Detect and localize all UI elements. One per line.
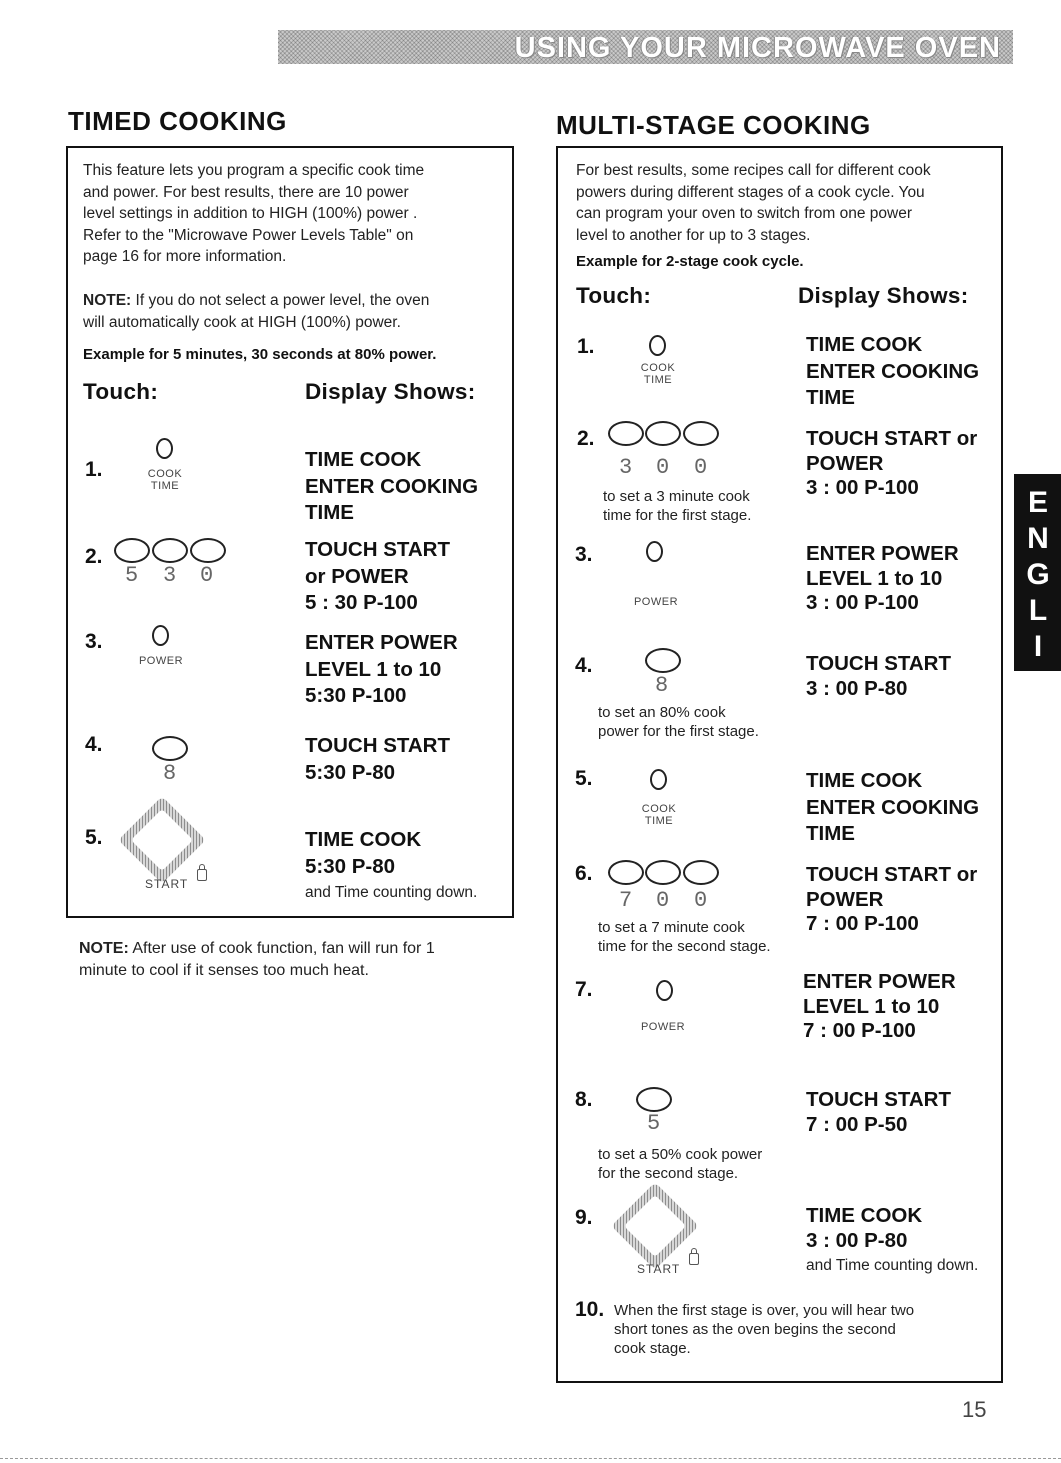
- note-label: NOTE:: [79, 940, 129, 957]
- display-line: ENTER POWER: [803, 970, 956, 993]
- number-key-0[interactable]: [645, 421, 681, 446]
- tab-letter: L: [1028, 594, 1048, 627]
- display-line: TOUCH START: [806, 1088, 952, 1111]
- display-line: ENTER COOKING: [806, 795, 980, 819]
- key-digit: 0: [694, 888, 708, 913]
- timed-intro: [83, 160, 424, 268]
- start-key-label: START: [637, 1262, 681, 1276]
- multi-stage-title: MULTI-STAGE COOKING: [556, 110, 871, 140]
- key-digit: 3: [163, 563, 177, 588]
- step-display: [305, 447, 478, 527]
- intro-line: page 16 for more information.: [83, 248, 287, 265]
- step-display: [305, 630, 458, 710]
- power-key[interactable]: [646, 541, 663, 562]
- key-digit: 5: [125, 563, 139, 588]
- header-banner: [278, 30, 1013, 64]
- step-number: 10.: [575, 1298, 605, 1321]
- step-extra: and Time counting down.: [806, 1257, 979, 1274]
- display-line: TIME COOK: [806, 769, 923, 792]
- step-display: [806, 1087, 951, 1137]
- display-line: 5:30 P-100: [305, 684, 407, 707]
- number-key-0[interactable]: [645, 860, 681, 885]
- number-key-8[interactable]: [152, 736, 188, 761]
- key-digit: 0: [694, 455, 708, 480]
- note-line: time for the second stage.: [598, 938, 771, 955]
- display-line: TOUCH START: [806, 652, 952, 675]
- number-key-0[interactable]: [683, 860, 719, 885]
- intro-line: level settings in addition to HIGH (100%) power .: [83, 205, 418, 222]
- timed-note: [83, 290, 429, 333]
- step-display: [806, 863, 977, 937]
- timed-display-header: Display Shows:: [305, 379, 476, 404]
- page-number: 15: [962, 1397, 987, 1422]
- intro-line: and power. For best results, there are 10 power: [83, 183, 409, 201]
- step-number: 3.: [85, 630, 103, 653]
- display-line: TIME COOK: [305, 828, 422, 851]
- step-number: 5.: [575, 767, 593, 790]
- step-note: [598, 918, 771, 956]
- step-number: 4.: [85, 733, 103, 756]
- step-number: 9.: [575, 1206, 593, 1229]
- intro-line: can program your oven to switch from one power: [576, 205, 912, 222]
- note-line: short tones as the oven begins the second: [614, 1321, 896, 1338]
- tab-letter: S: [1027, 666, 1048, 699]
- number-key-0[interactable]: [683, 421, 719, 446]
- number-key-8[interactable]: [645, 648, 681, 673]
- display-line: POWER: [806, 887, 884, 911]
- display-line: TIME COOK: [305, 448, 422, 471]
- key-digit: 0: [656, 455, 670, 480]
- key-digit: 3: [619, 455, 633, 480]
- power-key-label: POWER: [640, 1021, 686, 1033]
- key-digit: 8: [163, 761, 177, 786]
- power-key-label: POWER: [138, 655, 184, 667]
- display-line: 7 : 00 P-100: [803, 1019, 916, 1042]
- number-key-0[interactable]: [190, 538, 226, 563]
- intro-line: For best results, some recipes call for different cook: [576, 162, 931, 179]
- cook-time-key[interactable]: [649, 335, 666, 356]
- display-line: TIME COOK: [806, 333, 923, 356]
- timed-cooking-title: TIMED COOKING: [68, 106, 287, 136]
- key-digit: 8: [655, 673, 669, 698]
- step-number: 1.: [577, 335, 595, 358]
- key-digit: 0: [200, 563, 214, 588]
- lock-icon: [197, 869, 207, 881]
- step-note: [603, 487, 751, 525]
- display-line: ENTER POWER: [305, 631, 458, 654]
- step-note: [598, 703, 759, 741]
- note-line: to set a 3 minute cook: [603, 488, 750, 505]
- timed-example: Example for 5 minutes, 30 seconds at 80% power.: [83, 346, 437, 363]
- intro-line: powers during different stages of a cook cycle. You: [576, 183, 925, 201]
- note-line: to set a 7 minute cook: [598, 919, 745, 936]
- display-line: 7 : 00 P-50: [806, 1113, 908, 1136]
- step-display: [806, 1203, 922, 1253]
- fan-note: [79, 938, 435, 982]
- display-line: 3 : 00 P-100: [806, 476, 919, 499]
- step-display: [305, 537, 450, 617]
- display-line: LEVEL 1 to 10: [806, 566, 943, 590]
- step-display: [803, 970, 956, 1044]
- multi-touch-header: Touch:: [576, 283, 652, 308]
- display-line: 3 : 00 P-80: [806, 1229, 908, 1252]
- tab-letter: H: [1027, 702, 1049, 735]
- power-key-label: POWER: [633, 596, 679, 608]
- multi-example: Example for 2-stage cook cycle.: [576, 253, 804, 270]
- intro-line: Refer to the "Microwave Power Levels Table" on: [83, 226, 414, 244]
- power-key[interactable]: [152, 625, 169, 646]
- display-line: TOUCH START: [305, 734, 451, 757]
- display-line: 5:30 P-80: [305, 854, 396, 878]
- number-key-5[interactable]: [636, 1087, 672, 1112]
- note-line: If you do not select a power level, the oven: [131, 292, 430, 309]
- number-key-7[interactable]: [608, 860, 644, 885]
- tab-letter: G: [1026, 558, 1050, 591]
- note-line: time for the first stage.: [603, 507, 752, 524]
- step-number: 5.: [85, 826, 103, 849]
- bottom-rule: [0, 1458, 1061, 1459]
- power-key[interactable]: [656, 980, 673, 1001]
- note-line: to set a 50% cook power: [598, 1146, 763, 1163]
- note-line: After use of cook function, fan will run for 1: [128, 940, 435, 957]
- display-line: TOUCH START or: [806, 427, 978, 450]
- number-key-5[interactable]: [114, 538, 150, 563]
- display-line: LEVEL 1 to 10: [803, 994, 940, 1018]
- key-digit: 5: [647, 1111, 661, 1136]
- display-line: 5:30 P-80: [305, 760, 396, 784]
- language-tab-label: [1018, 485, 1058, 737]
- display-line: POWER: [806, 451, 884, 475]
- cook-time-key-label: COOK TIME: [641, 803, 677, 827]
- step-number: 7.: [575, 978, 593, 1001]
- display-line: TIME: [806, 386, 855, 409]
- note-label: NOTE:: [83, 292, 132, 309]
- step-display: [806, 332, 979, 412]
- step-note: [614, 1301, 914, 1358]
- key-digit: 0: [656, 888, 670, 913]
- display-line: 3 : 00 P-80: [806, 677, 908, 700]
- cook-time-key-label: COOK TIME: [147, 468, 183, 492]
- note-line: cook stage.: [614, 1340, 691, 1357]
- display-line: TIME: [806, 822, 855, 845]
- intro-line: This feature lets you program a specific cook time: [83, 162, 425, 179]
- step-display: [806, 542, 959, 616]
- display-line: LEVEL 1 to 10: [305, 657, 442, 681]
- step-number: 8.: [575, 1088, 593, 1111]
- note-line: to set an 80% cook: [598, 704, 726, 721]
- tab-letter: I: [1033, 630, 1043, 663]
- tab-letter: N: [1027, 522, 1049, 555]
- note-line: minute to cool if it senses too much heat.: [79, 962, 369, 979]
- cook-time-key[interactable]: [650, 769, 667, 790]
- step-display: [305, 827, 421, 880]
- start-key-label: START: [145, 877, 189, 891]
- intro-line: level to another for up to 3 stages.: [576, 226, 811, 244]
- display-line: 3 : 00 P-100: [806, 591, 919, 614]
- display-line: or POWER: [305, 564, 409, 588]
- step-number: 3.: [575, 543, 593, 566]
- note-line: will automatically cook at HIGH (100%) power.: [83, 313, 401, 331]
- display-line: ENTER POWER: [806, 542, 959, 565]
- lock-icon: [689, 1253, 699, 1265]
- note-line: for the second stage.: [598, 1165, 739, 1182]
- note-line: power for the first stage.: [598, 723, 759, 740]
- display-line: TIME: [305, 501, 354, 524]
- display-line: 7 : 00 P-100: [806, 912, 919, 935]
- multi-display-header: Display Shows:: [798, 283, 969, 308]
- display-line: ENTER COOKING: [806, 359, 980, 383]
- banner-title: USING YOUR MICROWAVE OVEN: [514, 32, 1001, 64]
- display-line: 5 : 30 P-100: [305, 591, 418, 614]
- display-line: TOUCH START or: [806, 863, 978, 886]
- step-number: 6.: [575, 862, 593, 885]
- display-line: TIME COOK: [806, 1204, 923, 1227]
- step-display: [806, 768, 979, 848]
- step-display: [806, 651, 951, 701]
- key-digit: 7: [619, 888, 633, 913]
- cook-time-key-label: COOK TIME: [640, 362, 676, 386]
- step-number: 1.: [85, 458, 103, 481]
- tab-letter: E: [1027, 486, 1048, 519]
- step-display: [806, 427, 977, 501]
- step-number: 2.: [85, 545, 103, 568]
- note-line: When the first stage is over, you will hear two: [614, 1302, 915, 1319]
- display-line: ENTER COOKING: [305, 474, 479, 498]
- step-number: 4.: [575, 654, 593, 677]
- number-key-3[interactable]: [152, 538, 188, 563]
- timed-touch-header: Touch:: [83, 379, 159, 404]
- step-extra: and Time counting down.: [305, 884, 478, 901]
- number-key-3[interactable]: [608, 421, 644, 446]
- step-display: [305, 733, 450, 786]
- step-number: 2.: [577, 427, 595, 450]
- cook-time-key[interactable]: [156, 438, 173, 459]
- display-line: TOUCH START: [305, 538, 451, 561]
- multi-intro: [576, 160, 931, 246]
- step-note: [598, 1145, 762, 1183]
